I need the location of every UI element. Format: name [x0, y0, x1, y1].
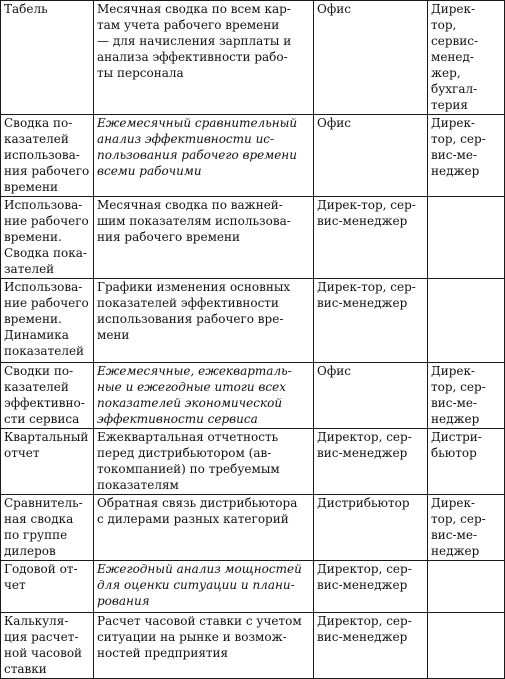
report-description: Месячная сводка по важней- шим показателям использова- ния рабочего времени	[94, 197, 314, 279]
report-preparer: Дирек-тор, сер- вис-менеджер	[314, 197, 428, 279]
report-name: Использова- ние рабочего времени. Динамика показателей	[1, 279, 94, 363]
table-row	[1, 1, 505, 115]
report-name: Сравнитель- ная сводка по группе дилеров	[1, 495, 94, 561]
report-description: Обратная связь дистрибьютора с дилерами разных категорий	[94, 495, 314, 561]
report-name: Калькуля- ция расчет- ной часовой ставки	[1, 613, 94, 679]
report-preparer: Дистрибьютор	[314, 495, 428, 561]
report-preparer: Офис	[314, 115, 428, 197]
report-recipient: Дирек- тор, сервис- менед- жер, бухгал- терия	[428, 1, 505, 115]
report-preparer: Директор, сер- вис-менеджер	[314, 613, 428, 679]
report-recipient: Дирек- тор, сер- вис-ме- неджер	[428, 115, 505, 197]
report-preparer: Офис	[314, 1, 428, 115]
report-name: Годовой от- чет	[1, 561, 94, 613]
report-name: Сводки по- казателей эффективно- сти сервиса	[1, 363, 94, 429]
report-description: Графики изменения основных показателей эффективности использования рабочего вре- мени	[94, 279, 314, 363]
table-row	[1, 197, 505, 279]
report-recipient	[428, 561, 505, 613]
report-preparer: Офис	[314, 363, 428, 429]
report-name: Табель	[1, 1, 94, 115]
table-row	[1, 279, 505, 363]
table-row	[1, 561, 505, 613]
report-name: Квартальный отчет	[1, 429, 94, 495]
table-row	[1, 429, 505, 495]
report-description: Ежемесячные, ежекварталь- ные и ежегодные итоги всех показателей экономической эффективности сервиса	[94, 363, 314, 429]
report-description: Расчет часовой ставки с учетом ситуации на рынке и возмож- ностей предприятия	[94, 613, 314, 679]
table-row	[1, 363, 505, 429]
report-preparer: Дирек-тор, сер- вис-менеджер	[314, 279, 428, 363]
report-recipient	[428, 613, 505, 679]
report-recipient: Дистри- бьютор	[428, 429, 505, 495]
report-name: Использова- ние рабочего времени. Сводка пока- зателей	[1, 197, 94, 279]
table-row	[1, 115, 505, 197]
report-description: Ежегодный анализ мощностей для оценки ситуации и плани- рования	[94, 561, 314, 613]
report-preparer: Директор, сер- вис-менеджер	[314, 429, 428, 495]
report-recipient: Дирек- тор, сер- вис-ме- неджер	[428, 363, 505, 429]
table-row	[1, 613, 505, 679]
report-description: Ежемесячный сравнительный анализ эффективности ис- пользования рабочего времени всеми рабочими	[94, 115, 314, 197]
report-description: Месячная сводка по всем кар- там учета рабочего времени — для начисления зарплаты и анализа эффективности рабо- ты персонала	[94, 1, 314, 115]
report-name: Сводка по- казателей использова- ния рабочего времени	[1, 115, 94, 197]
report-recipient	[428, 197, 505, 279]
report-recipient: Дирек- тор, сер- вис-ме- неджер	[428, 495, 505, 561]
report-table-body	[1, 1, 505, 679]
report-description: Ежеквартальная отчетность перед дистрибьютором (ав- токомпанией) по требуемым показателям	[94, 429, 314, 495]
report-recipient	[428, 279, 505, 363]
report-preparer: Директор, сер- вис-менеджер	[314, 561, 428, 613]
table-row	[1, 495, 505, 561]
